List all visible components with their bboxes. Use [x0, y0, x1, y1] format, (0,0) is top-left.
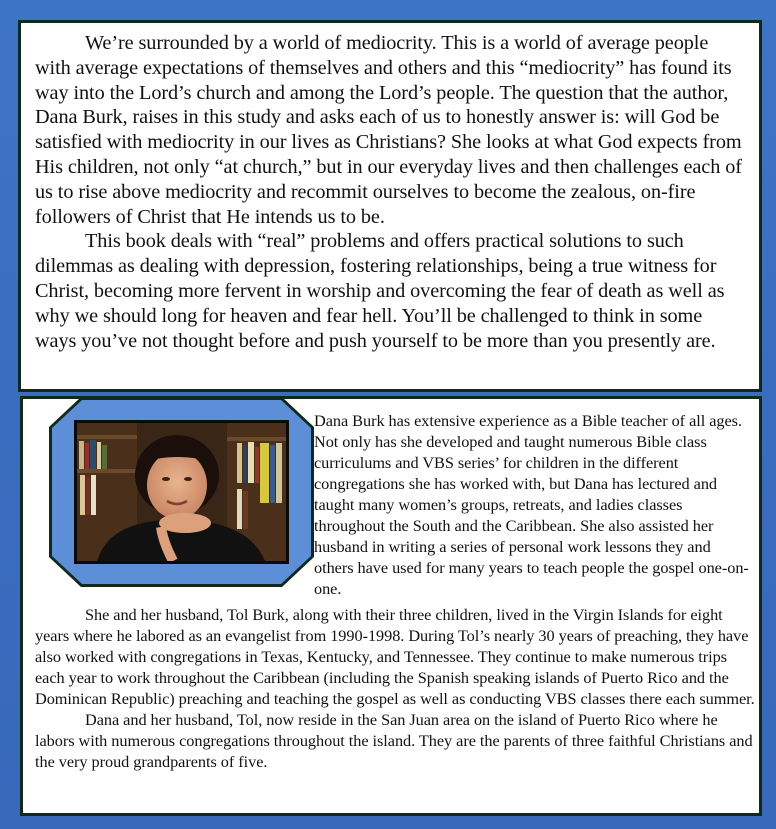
bio-paragraph-2: She and her husband, Tol Burk, along with their three children, lived in the Virgin Islands for eight years where he labored as an evangelist from 1990-1998. During Tol’s nearly 30 years of preaching, they have also worked with congregations in Texas, Kentucky, and Tennessee. They continue to make numerous trips each year to work throughout the Caribbean (including the Spanish speaking islands of Puerto Rico and the Dominican Republic) preaching and teaching the gospel as well as conducting VBS classes there each summer. [35, 605, 755, 708]
intro-paragraph-2: This book deals with “real” problems and offers practical solutions to such dilemmas as dealing with depression, fostering relationships, being a true witness for Christ, becoming more fervent in worship and overcoming the fear of death as well as why we should long for heaven and fear hell. You’ll be challenged to think in some ways you’ve not thought before and push yourself to be more than you presently are. [35, 230, 725, 352]
intro-panel [18, 20, 762, 392]
bio-paragraph-3: Dana and her husband, Tol, now reside in the San Juan area on the island of Puerto Rico where he labors with numerous congregations throughout the island. They are the parents of three faithful Christians and the very proud grandparents of five. [35, 710, 753, 771]
bio-body-text [35, 604, 759, 772]
author-bio-panel [20, 396, 762, 816]
bio-side-text [314, 410, 754, 599]
author-photo-frame [49, 397, 314, 587]
author-photo-mat [52, 400, 311, 584]
bio-paragraph-1: Dana Burk has extensive experience as a Bible teacher of all ages. Not only has she developed and taught numerous Bible class curriculums and VBS series’ for children in the different congregations she has worked with, but Dana has lectured and taught many women’s groups, retreats, and ladies classes throughout the South and the Caribbean. She also assisted her husband in writing a series of personal work lessons they and others have used for many years to teach people the gospel one-on-one. [314, 411, 749, 598]
author-photo [74, 420, 289, 564]
intro-paragraph-1: We’re surrounded by a world of mediocrity. This is a world of average people with average expectations of themselves and others and this “mediocrity” has found its way into the Lord’s church and among the Lord’s people. The question that the author, Dana Burk, raises in this study and asks each of us to honestly answer is: will God be satisfied with mediocrity in our lives as Christians? She looks at what God expects from His children, not only “at church,” but in our everyday lives and then challenges each of us to rise above mediocrity and recommit ourselves to become the zealous, on-fire followers of Christ that He intends us to be. [35, 32, 742, 228]
